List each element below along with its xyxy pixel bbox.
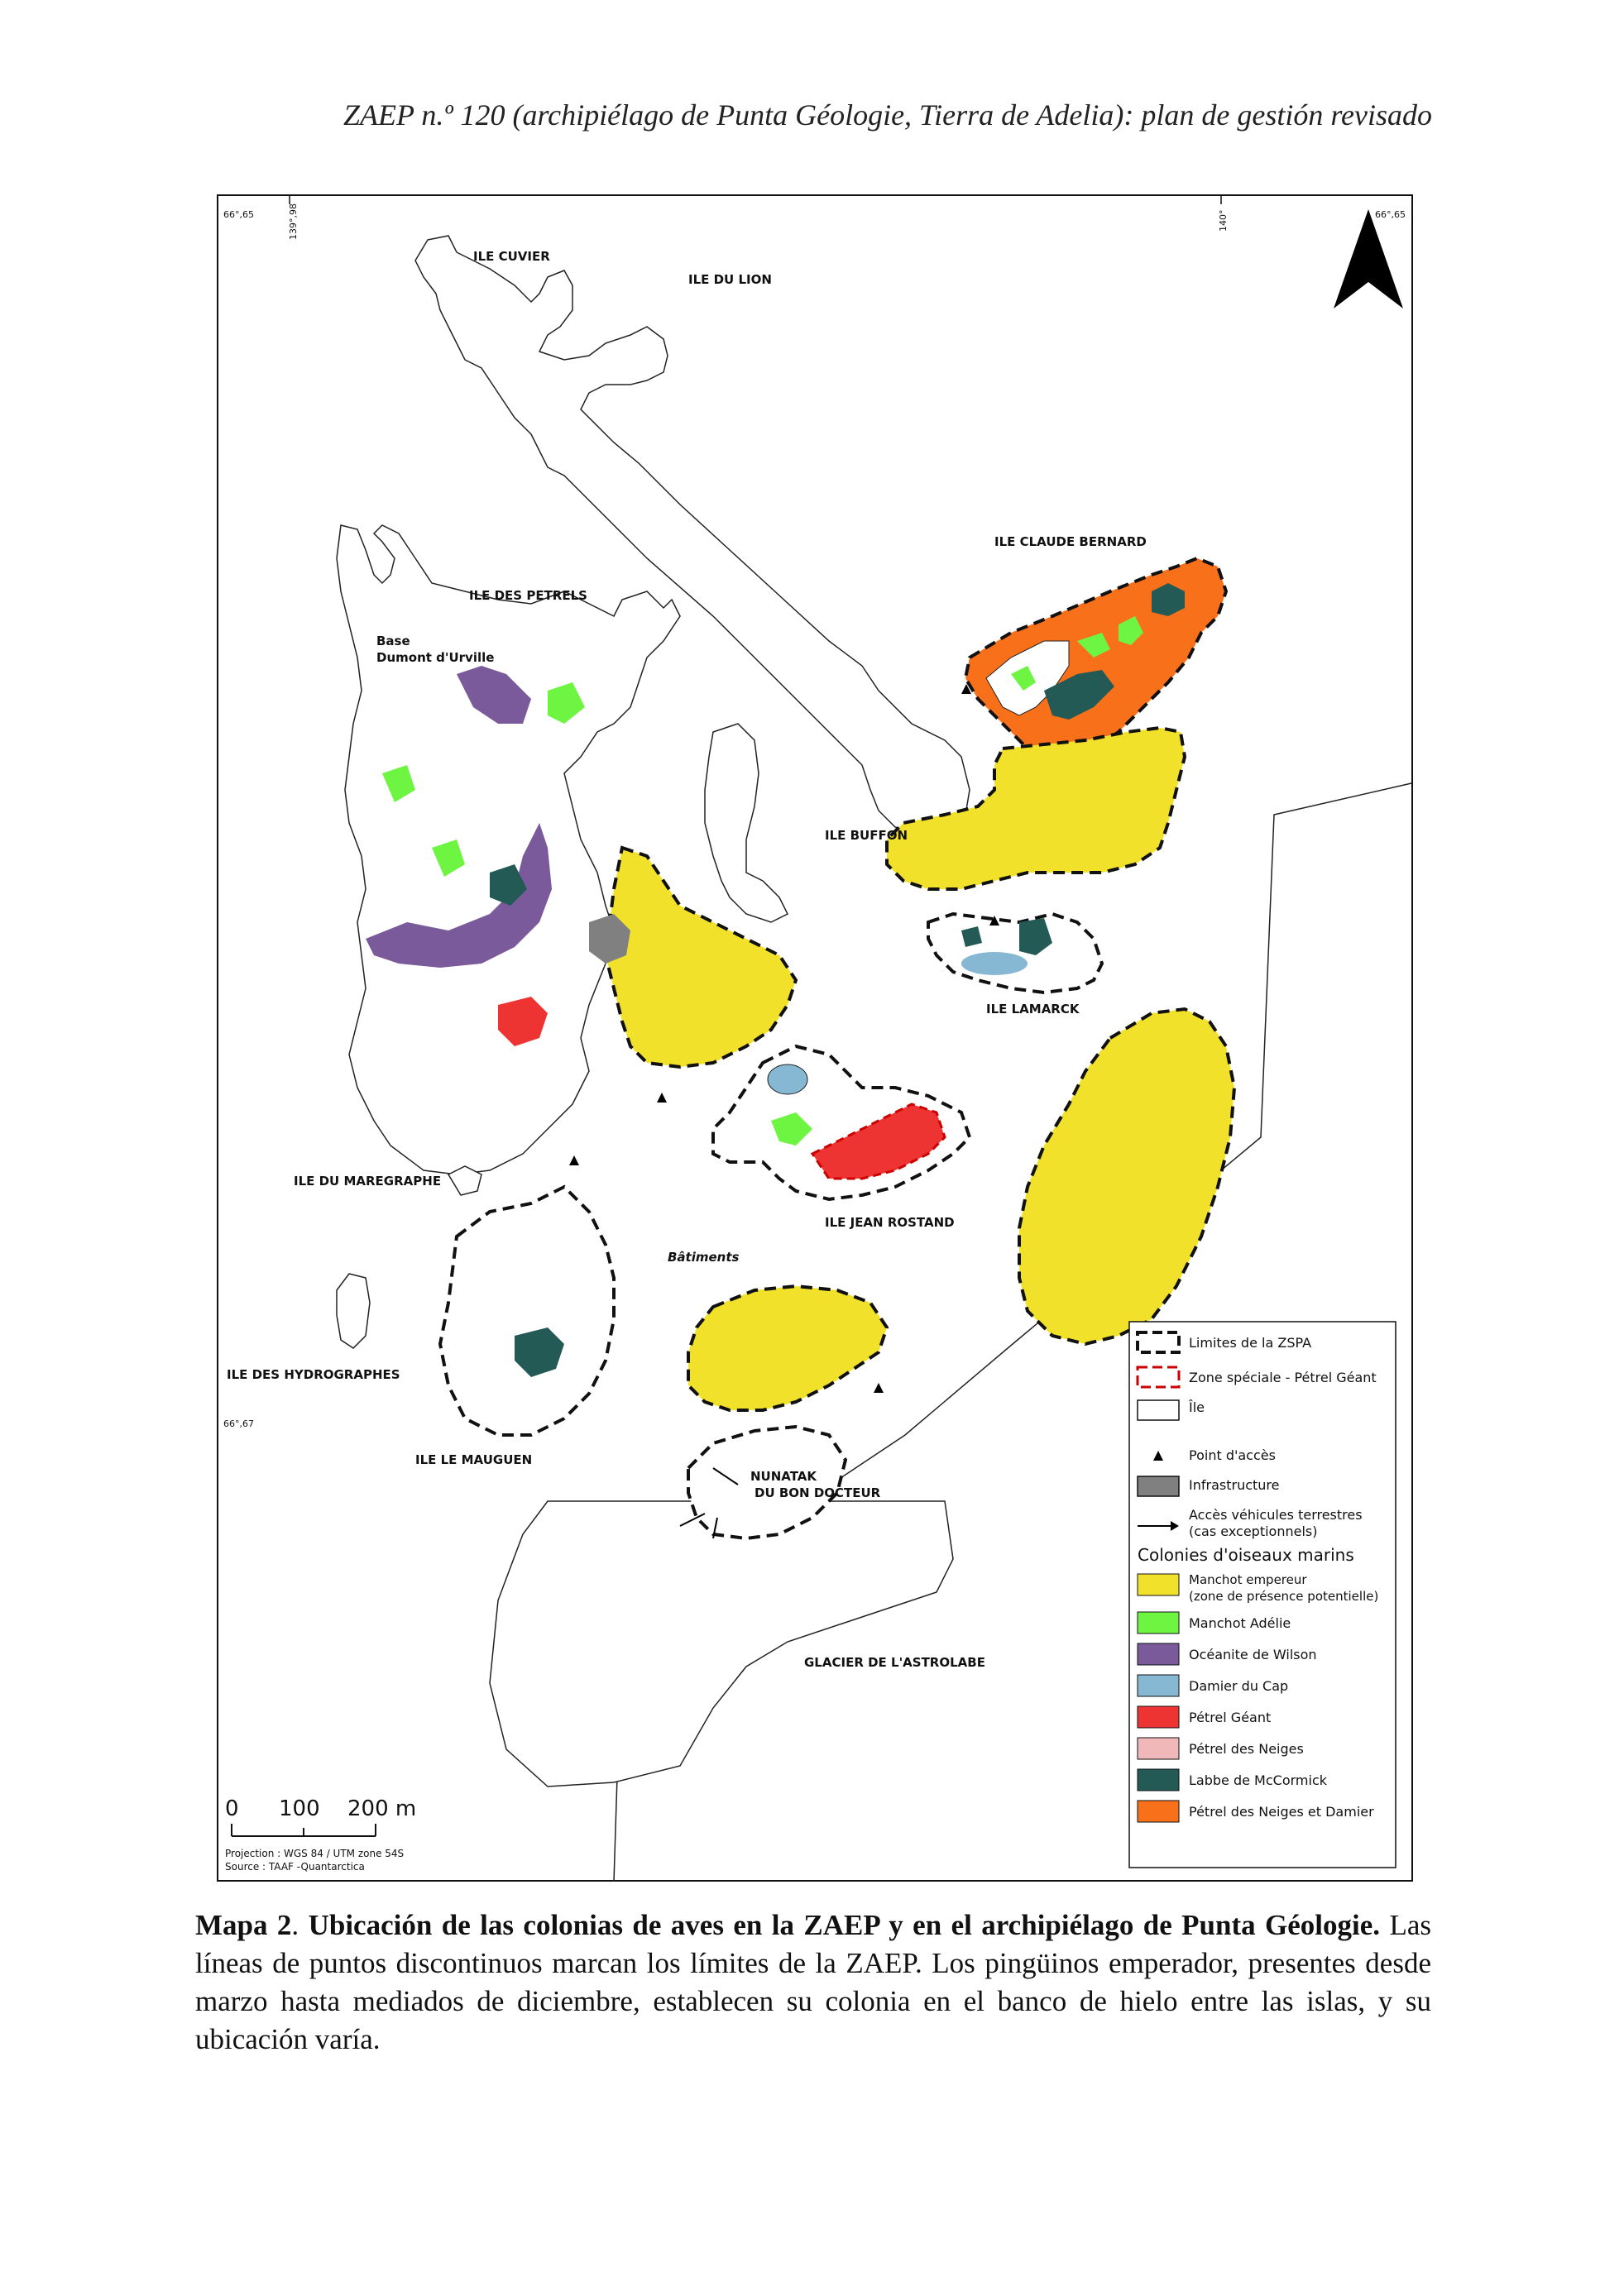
coord-top-right: 66°,65 <box>1375 209 1406 220</box>
label-lamarck: ILE LAMARCK <box>986 1002 1080 1016</box>
label-nunatak-2: DU BON DOCTEUR <box>755 1485 881 1500</box>
caption-dot: . <box>291 1909 309 1941</box>
legend-emperor-1: Manchot empereur <box>1189 1572 1307 1587</box>
source-note: Source : TAAF -Quantarctica <box>225 1861 365 1873</box>
projection-note: Projection : WGS 84 / UTM zone 54S <box>225 1848 405 1859</box>
legend-adelie: Manchot Adélie <box>1189 1615 1291 1631</box>
scale-label-200: 200 m <box>347 1796 417 1821</box>
label-lion: ILE DU LION <box>688 272 772 287</box>
coord-lat: 66°,67 <box>223 1418 254 1429</box>
label-claude-bernard: ILE CLAUDE BERNARD <box>994 534 1147 549</box>
legend-island: Île <box>1189 1399 1205 1415</box>
legend-labbe: Labbe de McCormick <box>1189 1772 1327 1788</box>
island-hydrographes <box>337 1274 370 1348</box>
legend-infra: Infrastructure <box>1189 1477 1280 1493</box>
label-rostand: ILE JEAN ROSTAND <box>825 1215 955 1230</box>
coord-lon-1: 139°,98 <box>288 203 299 240</box>
label-base-1: Base <box>376 634 410 648</box>
legend-neiges-damier: Pétrel des Neiges et Damier <box>1189 1804 1374 1820</box>
label-hydrographes: ILE DES HYDROGRAPHES <box>227 1367 400 1382</box>
legend-vehicle-2: (cas exceptionnels) <box>1189 1523 1318 1539</box>
legend-colonies: Colonies d'oiseaux marins <box>1138 1545 1354 1565</box>
label-nunatak-1: NUNATAK <box>750 1469 817 1484</box>
legend <box>1129 1322 1396 1868</box>
caption-prefix: Mapa 2 <box>195 1909 292 1941</box>
legend-geant: Pétrel Géant <box>1189 1710 1272 1725</box>
map-caption <box>195 1906 1431 2059</box>
legend-damier: Damier du Cap <box>1189 1678 1289 1694</box>
label-cuvier: ILE CUVIER <box>473 249 550 264</box>
map-svg <box>217 194 1413 1882</box>
legend-vehicle-1: Accès véhicules terrestres <box>1189 1507 1363 1523</box>
label-petrels: ILE DES PETRELS <box>469 588 587 603</box>
page-header: ZAEP n.º 120 (archipiélago de Punta Géologie, Tierra de Adelia): plan de gestión revisado <box>343 98 1432 132</box>
label-buffon: ILE BUFFON <box>825 828 908 843</box>
legend-neiges: Pétrel des Neiges <box>1189 1741 1304 1757</box>
legend-access: Point d'accès <box>1189 1447 1276 1463</box>
label-batiments: Bâtiments <box>668 1250 740 1265</box>
legend-wilson: Océanite de Wilson <box>1189 1647 1317 1662</box>
legend-limits: Limites de la ZSPA <box>1189 1335 1312 1351</box>
label-mauguen: ILE LE MAUGUEN <box>415 1452 533 1467</box>
label-glacier: GLACIER DE L'ASTROLABE <box>804 1655 985 1670</box>
legend-special: Zone spéciale - Pétrel Géant <box>1189 1370 1377 1385</box>
coord-lon-2: 140° <box>1218 209 1229 232</box>
label-base-2: Dumont d'Urville <box>376 650 495 665</box>
caption-text: Las líneas de puntos discontinuos marcan los límites de la ZAEP. Los pingüinos emperador, presentes desde marzo hasta mediados de diciembre, establecen su colonia en el banco de hielo entre las islas, y su ubicación varía. <box>195 1909 1431 2055</box>
legend-emperor-2: (zone de présence potentielle) <box>1189 1589 1379 1604</box>
scale-label-100: 100 <box>279 1796 320 1821</box>
caption-bold: Ubicación de las colonias de aves en la ZAEP y en el archipiélago de Punta Géologie. <box>308 1909 1381 1941</box>
scale-label-0: 0 <box>225 1796 239 1821</box>
map-figure <box>217 194 1413 1882</box>
coord-top-left: 66°,65 <box>223 209 254 220</box>
label-maregraphe: ILE DU MAREGRAPHE <box>294 1174 442 1189</box>
